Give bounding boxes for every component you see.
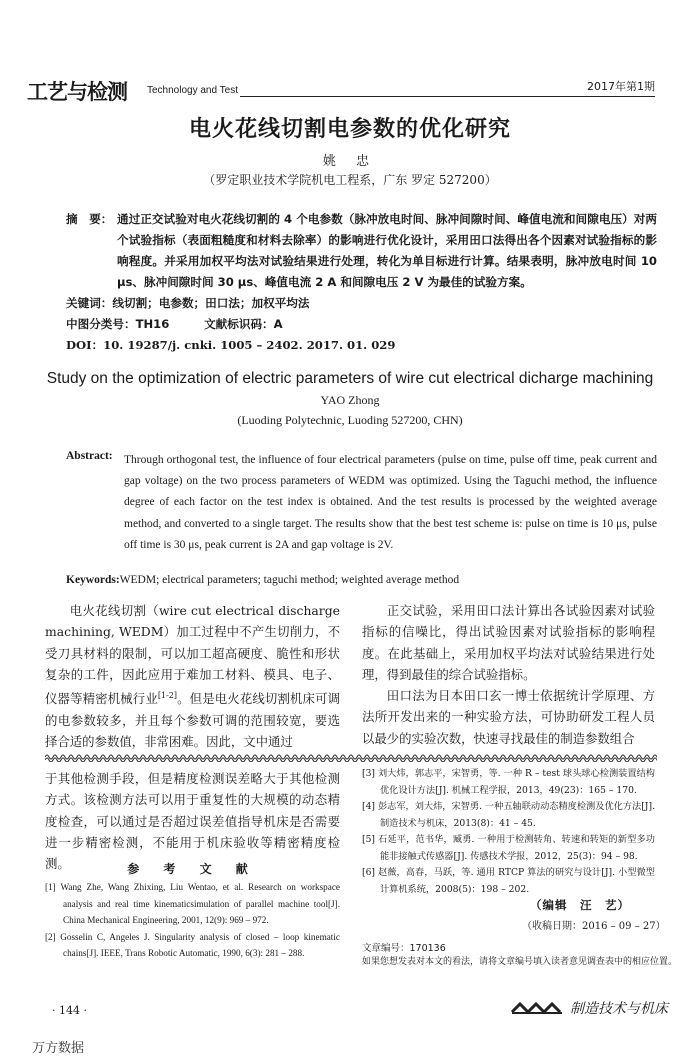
keywords-en-text: WEDM; electrical parameters; taguchi method; weighted average method	[119, 574, 460, 586]
journal-title-en: Technology and Test	[147, 85, 238, 96]
citation: [1-2]	[157, 691, 177, 701]
body-column-right	[362, 600, 655, 749]
page-number: · 144 ·	[52, 1004, 87, 1017]
watermark: 万方数据	[32, 1041, 85, 1056]
keywords-en-label: Keywords:	[66, 574, 120, 586]
body-text: 。但是电火花线切割机床可调的电参数较多，并且每个参数可调的范围较宽，要选择合适的参数值，非常困难。因此，文中通过	[45, 691, 341, 749]
body-column-left	[45, 600, 340, 752]
doi: DOI：10. 19287/j. cnki. 1005 – 2402. 2017. 01. 029	[66, 338, 396, 352]
body-paragraph: 于其他检测手段，但是精度检测误差略大于其他检测方式。该检测方法可以用于重复性的大规模的动态精度检查，可以通过是否超过误差值指导机床是否需要进一步精密检测，不能用于机床验收等精密精度检测。	[45, 771, 340, 872]
author-cn: 姚 忠	[322, 154, 378, 169]
abstract-en-label: Abstract:	[66, 450, 113, 462]
body-paragraph: 田口法为日本田口玄一博士依据统计学原理、方法所开发出来的一种实验方法，可协助研发工程人员以最少的实验次数，快速寻找最佳的制造参数组合	[362, 688, 655, 746]
footer-journal-name: 制造技术与机床	[570, 1001, 668, 1017]
editor-note: （编辑 汪 艺）	[530, 898, 630, 912]
article-number: 文章编号：170136	[362, 943, 446, 954]
abstract-cn-text: 通过正交试验对电火花线切割的 4 个电参数（脉冲放电时间、脉冲间隙时间、峰值电流和间隙电压）对两个试验指标（表面粗糙度和材料去除率）的影响进行优化设计，采用田口法得出各个因素对试验指标的影响程度。并采用加权平均法对试验结果进行处理，转化为单目标进行计算。结果表明，脉冲放电时间 10 μs、脉冲间隙时间 30 μs、峰值电流 2 A 和间隙电压 2 V 为最佳的试验方案。	[117, 212, 657, 289]
article-title-cn: 电火花线切割电参数的优化研究	[188, 117, 511, 142]
abstract-cn-label: 摘 要：	[66, 212, 113, 226]
page-break-wave	[45, 752, 657, 762]
header-rule	[240, 96, 655, 97]
references-left	[45, 879, 340, 962]
affiliation-cn: （罗定职业技术学院机电工程系，广东 罗定 527200）	[203, 173, 497, 187]
keywords-en	[66, 574, 459, 586]
body-paragraph: 正交试验，采用田口法计算出各试验因素对试验指标的信噪比，得出试验因素对试验指标的影响程度。在此基础上，采用加权平均法对试验结果进行处理，得到最佳的综合试验指标。	[362, 603, 655, 682]
article-title-en: Study on the optimization of electric parameters of wire cut electrical dicharge machining	[46, 370, 654, 387]
reference-item: [4] 彭志军，刘大炜，宋智勇. 一种五轴联动动态精度检测及优化方法[J]. 制造技术与机床，2013(8)：41 – 45.	[362, 801, 655, 829]
reference-item: [3] 刘大炜，郭志平，宋智勇，等. 一种 R – test 球头球心检测装置结构优化设计方法[J]. 机械工程学报，2013，49(23)：165 – 170.	[362, 768, 655, 796]
body-text: 电火花线切割（wire cut electrical discharge machining, WEDM）加工过程中不产生切削力，不受刀具材料的限制，可以加工超高硬度、脆性和形状复杂的工件，因此应用于难加工材料、模具、电子、仪器等精密机械行业	[45, 603, 340, 707]
references-right	[362, 766, 655, 898]
received-date: （收稿日期：2016 – 09 – 27）	[522, 921, 666, 932]
body-column-left-continued	[45, 768, 340, 874]
feedback-note: 如果您想发表对本文的看法，请将文章编号填入读者意见调查表中的相应位置。	[362, 957, 678, 967]
abstract-en-text: Through orthogonal test, the influence of four electrical parameters (pulse on time, pulse off time, peak current and gap voltage) on the two process parameters of WEDM was optimized. Using the Taguchi method, the influence degree of each factor on the test index is obtained. And the test results is processed by the weighted average method, and converted to a single target. The results show that the best test scheme is: pulse on time is 10 μs, pulse off time is 30 μs, peak current is 2A and gap voltage is 2V.	[124, 454, 657, 551]
classification-cn: 中图分类号：TH16 文献标识码：A	[66, 317, 283, 331]
reference-item: [1] Wang Zhe, Wang Zhixing, Liu Wentao, et al. Research on workspace analysis and real time kinematicsimulation of parallel machine tool[J]. China Mechanical Engineering, 2001, 12(9): 969 – 972.	[45, 882, 340, 925]
issue-label: 2017年第1期	[587, 80, 655, 93]
keywords-cn: 关键词：线切割；电参数；田口法；加权平均法	[66, 296, 310, 310]
body-paragraph	[45, 600, 340, 752]
author-en: YAO Zhong	[320, 393, 380, 407]
reference-item: [6] 赵薇，高春，马跃，等. 通用 RTCP 算法的研究与设计[J]. 小型微型计算机系统，2008(5)：198 – 202.	[362, 867, 655, 895]
journal-logo-icon	[510, 998, 565, 1016]
reference-item: [2] Gosselin C, Angeles J. Singularity analysis of closed – loop kinematic chains[J]. IEEE, Trans Robotic Automatic, 1990, 6(3): 281 – 288.	[45, 931, 340, 958]
reference-item: [5] 石延平，范书华，臧勇. 一种用于检测转角、转速和转矩的新型多功能非接触式传感器[J]. 传感技术学报，2012，25(3)：94 – 98.	[362, 834, 655, 862]
journal-title-cn: 工艺与检测	[27, 80, 127, 104]
affiliation-en: (Luoding Polytechnic, Luoding 527200, CHN)	[237, 413, 463, 427]
references-heading: 参 考 文 献	[127, 862, 258, 876]
